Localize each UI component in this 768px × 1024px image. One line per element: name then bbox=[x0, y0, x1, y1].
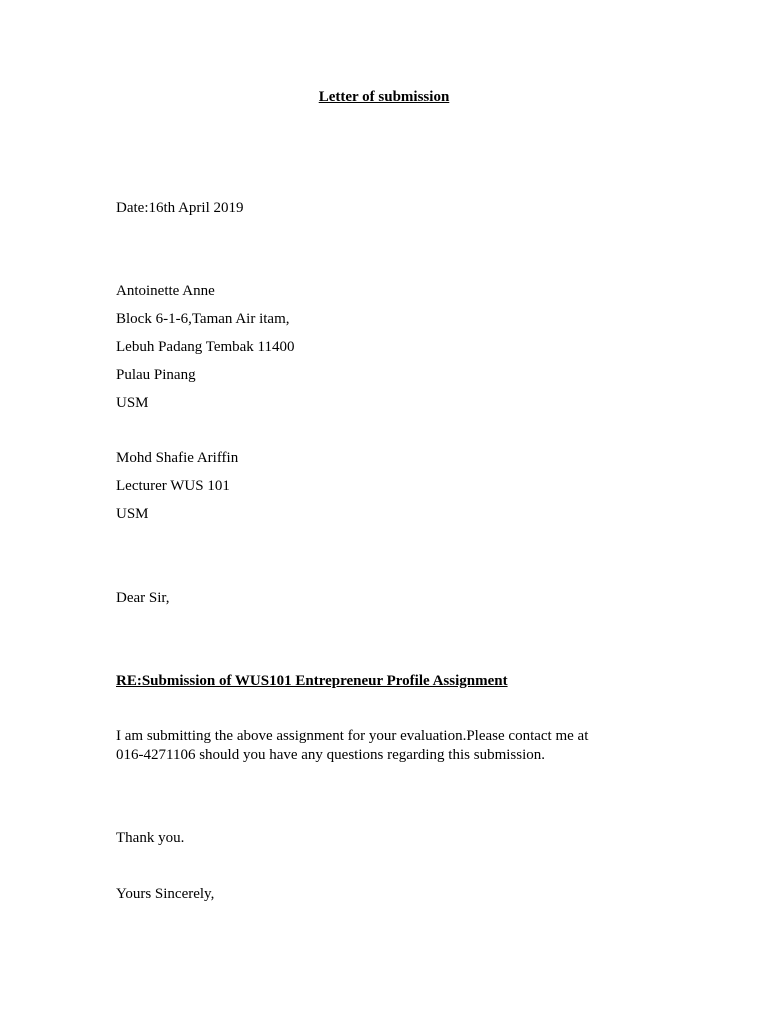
sender-address-line1: Block 6-1-6,Taman Air itam, bbox=[116, 311, 290, 327]
salutation: Dear Sir, bbox=[116, 590, 170, 606]
body-line-1: I am submitting the above assignment for your evaluation.Please contact me at bbox=[116, 728, 589, 744]
subject-line: RE:Submission of WUS101 Entrepreneur Profile Assignment bbox=[116, 673, 508, 689]
body-line-2: 016-4271106 should you have any questions regarding this submission. bbox=[116, 747, 545, 763]
sender-address-line2: Lebuh Padang Tembak 11400 bbox=[116, 339, 295, 355]
recipient-position: Lecturer WUS 101 bbox=[116, 478, 230, 494]
closing-line: Yours Sincerely, bbox=[116, 886, 215, 902]
sender-address-line3: Pulau Pinang bbox=[116, 367, 196, 383]
letter-title: Letter of submission bbox=[318, 89, 450, 105]
letter-date: Date:16th April 2019 bbox=[116, 200, 244, 216]
sender-institution: USM bbox=[116, 395, 149, 411]
recipient-institution: USM bbox=[116, 506, 149, 522]
recipient-name: Mohd Shafie Ariffin bbox=[116, 450, 239, 466]
thanks-line: Thank you. bbox=[116, 830, 185, 846]
sender-name: Antoinette Anne bbox=[116, 283, 215, 299]
